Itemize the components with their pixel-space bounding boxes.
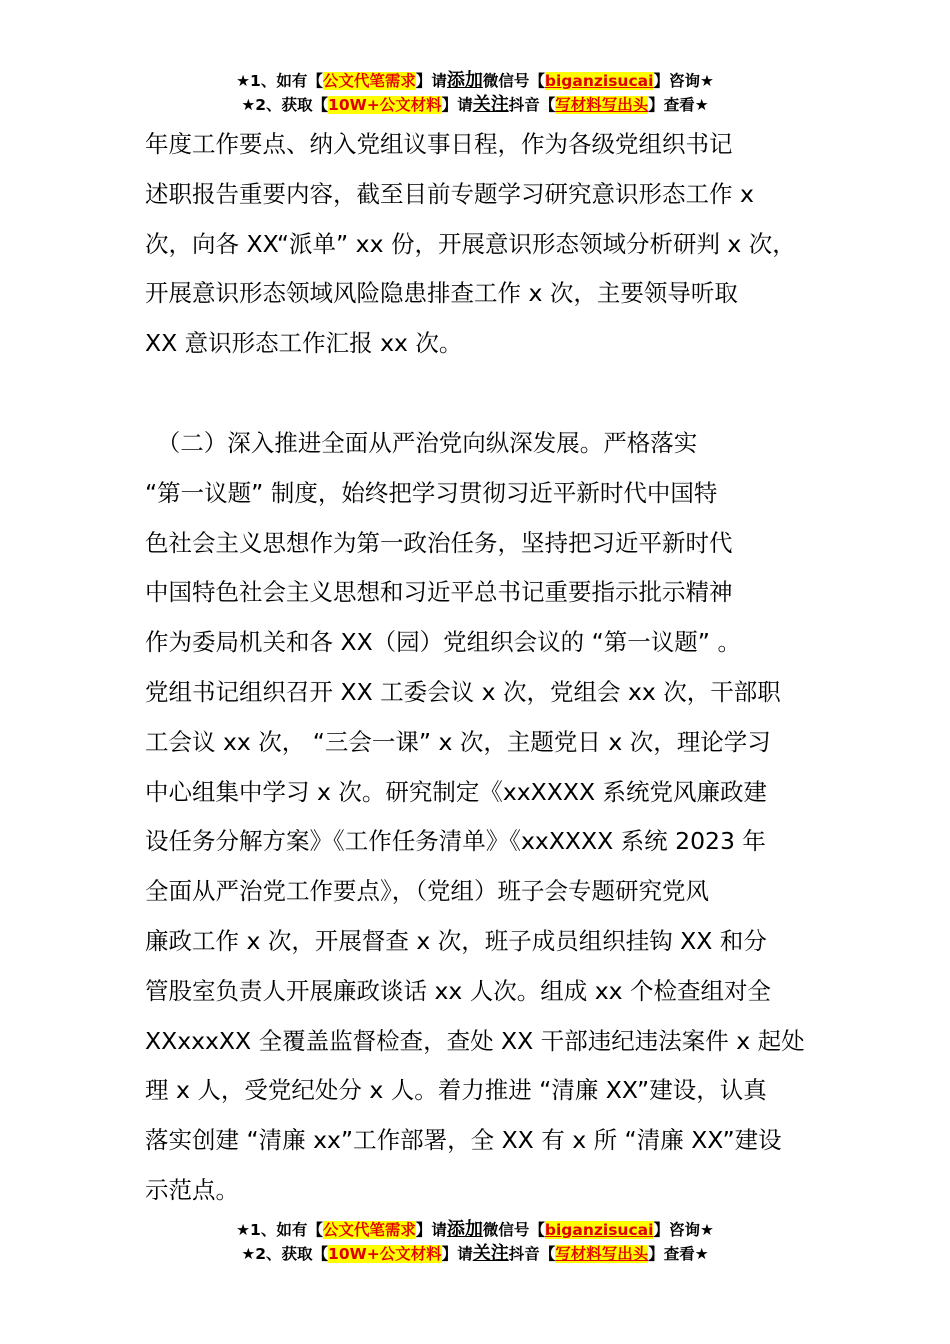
text-line: 全面从严治党工作要点》，（党组）班子会专题研究党风 (145, 877, 709, 906)
text-line: 作为委局机关和各 XX（园）党组织会议的 “第一议题” 。 (145, 628, 741, 657)
banner-line-1: ★1、如有【公文代笔需求】请添加微信号【biganzisucai】咨询★ (236, 70, 714, 91)
text-line: 示范点。 (145, 1175, 239, 1204)
text-line: （二）深入推进全面从严治党向纵深发展。严格落实 (145, 429, 698, 457)
text-line: 次，向各 XX“派单” xx 份，开展意识形态领域分析研判 x 次， (145, 229, 796, 258)
text-line: XX 意识形态工作汇报 xx 次。 (145, 329, 463, 358)
text-line: XXxxxXX 全覆盖监督检查，查处 XX 干部违纪违法案件 x 起处 (145, 1026, 805, 1055)
text-line: 设任务分解方案》《工作任务清单》《xxXXXX 系统 2023 年 (145, 827, 766, 856)
paragraph-1 (145, 120, 825, 369)
text-line: “第一议题” 制度，始终把学习贯彻习近平新时代中国特 (145, 478, 718, 507)
banner-line-2: ★2、获取【10W+公文材料】请关注抖音【写材料写出头】查看★ (241, 1243, 709, 1264)
banner-line-1: ★1、如有【公文代笔需求】请添加微信号【biganzisucai】咨询★ (236, 1219, 714, 1240)
text-line: 色社会主义思想作为第一政治任务，坚持把习近平新时代 (145, 528, 733, 557)
text-line: 管股室负责人开展廉政谈话 xx 人次。组成 xx 个检查组对全 (145, 976, 772, 1005)
paragraph-2 (145, 419, 825, 1216)
text-line: 开展意识形态领域风险隐患排查工作 x 次，主要领导听取 (145, 279, 738, 308)
text-line: 中国特色社会主义思想和习近平总书记重要指示批示精神 (145, 578, 733, 607)
text-line: 中心组集中学习 x 次。研究制定《xxXXXX 系统党风廉政建 (145, 777, 768, 806)
text-line: 理 x 人，受党纪处分 x 人。着力推进 “清廉 XX”建设，认真 (145, 1076, 767, 1105)
text-line: 落实创建 “清廉 xx”工作部署，全 XX 有 x 所 “清廉 XX”建设 (145, 1126, 782, 1155)
text-line: 党组书记组织召开 XX 工委会议 x 次，党组会 xx 次，干部职 (145, 677, 781, 706)
header-banner (0, 69, 950, 117)
text-line: 工会议 xx 次， “三会一课” x 次，主题党日 x 次，理论学习 (145, 727, 771, 756)
text-line: 年度工作要点、纳入党组议事日程，作为各级党组织书记 (145, 130, 733, 158)
text-line: 廉政工作 x 次，开展督查 x 次，班子成员组织挂钩 XX 和分 (145, 926, 767, 955)
text-line: 述职报告重要内容，截至目前专题学习研究意识形态工作 x (145, 179, 754, 208)
banner-line-2: ★2、获取【10W+公文材料】请关注抖音【写材料写出头】查看★ (241, 94, 709, 115)
footer-banner (0, 1218, 950, 1266)
